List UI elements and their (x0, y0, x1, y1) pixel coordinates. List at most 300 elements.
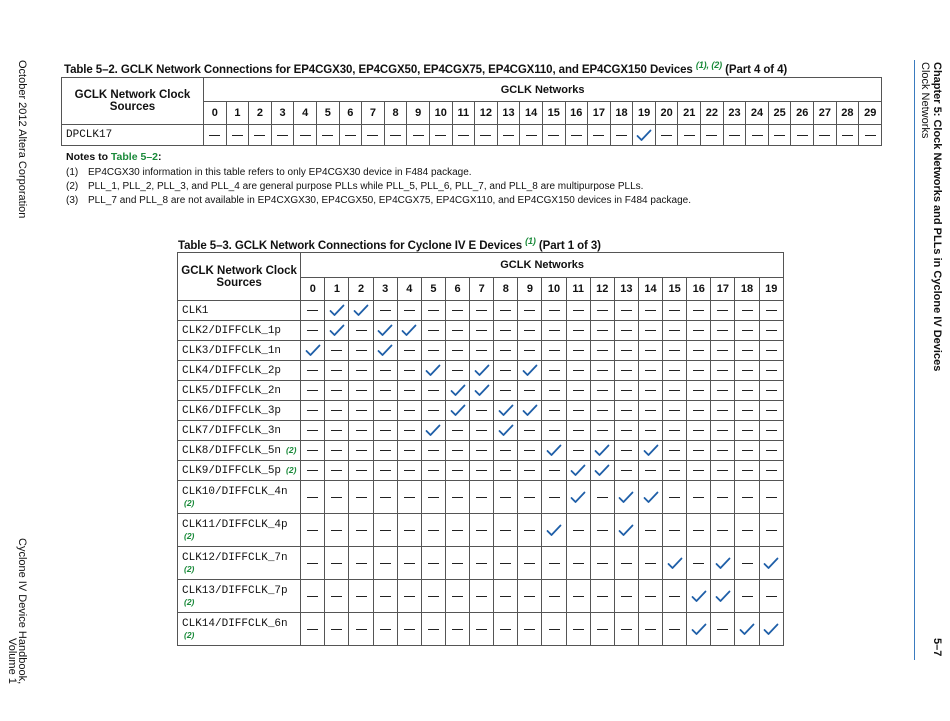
dash-cell (518, 481, 542, 514)
clock-source-cell (178, 421, 301, 441)
dash-cell (638, 301, 662, 321)
dash-cell (518, 514, 542, 547)
dash-icon (549, 310, 560, 311)
dash-icon (524, 470, 535, 471)
dash-icon (500, 390, 511, 391)
dash-icon (476, 530, 487, 531)
dash-cell (301, 441, 325, 461)
dash-cell (566, 441, 590, 461)
dash-cell (687, 461, 711, 481)
note-text: PLL_1, PLL_2, PLL_3, and PLL_4 are general purpose PLLs while PLL_5, PLL_6, PLL_7, and PLL_8 are multipurpose PLLs. (88, 181, 644, 192)
dash-icon (428, 530, 439, 531)
dash-cell (325, 461, 349, 481)
dash-icon (524, 629, 535, 630)
dash-icon (621, 563, 632, 564)
dash-cell (445, 580, 469, 613)
clock-source-cell (178, 514, 301, 547)
column-header-18: 18 (735, 278, 759, 301)
dash-cell (759, 514, 783, 547)
dash-icon (669, 497, 680, 498)
dash-cell (687, 421, 711, 441)
dash-icon (571, 135, 582, 136)
dash-icon (500, 370, 511, 371)
table-row (178, 321, 784, 341)
dash-icon (766, 497, 777, 498)
dash-icon (500, 563, 511, 564)
dash-cell (590, 361, 614, 381)
clock-source-cell (178, 481, 301, 514)
dash-icon (452, 563, 463, 564)
dash-cell (759, 341, 783, 361)
dash-icon (307, 596, 318, 597)
dash-cell (301, 613, 325, 646)
dash-cell (614, 461, 638, 481)
dash-icon (452, 596, 463, 597)
check-icon (711, 580, 735, 613)
dash-cell (397, 421, 421, 441)
dash-icon (766, 450, 777, 451)
dash-cell (349, 580, 373, 613)
dash-cell (349, 381, 373, 401)
dash-icon (331, 430, 342, 431)
clock-source-cell (178, 441, 301, 461)
dash-cell (678, 125, 701, 146)
footnote-ref[interactable]: (2) (184, 531, 195, 541)
dash-cell (759, 481, 783, 514)
column-header-7: 7 (362, 102, 385, 125)
dash-icon (367, 135, 378, 136)
column-header-10: 10 (542, 278, 566, 301)
dash-icon (428, 310, 439, 311)
dash-cell (711, 381, 735, 401)
dash-cell (494, 514, 518, 547)
dash-cell (687, 547, 711, 580)
dash-icon (307, 563, 318, 564)
dash-icon (693, 350, 704, 351)
dash-cell (349, 401, 373, 421)
table-row (178, 341, 784, 361)
check-icon (566, 461, 590, 481)
dash-icon (573, 629, 584, 630)
dash-cell (494, 321, 518, 341)
dash-icon (645, 350, 656, 351)
dash-icon (428, 629, 439, 630)
dash-cell (614, 421, 638, 441)
check-icon (759, 547, 783, 580)
dash-icon (404, 596, 415, 597)
dash-icon (524, 450, 535, 451)
dash-icon (693, 497, 704, 498)
dash-cell (518, 381, 542, 401)
dash-icon (717, 470, 728, 471)
table2-title-text: Table 5–3. GCLK Network Connections for Cyclone IV E Devices (178, 239, 522, 252)
dash-icon (500, 497, 511, 498)
dash-cell (711, 613, 735, 646)
table2-title-refs: (1) (525, 236, 536, 246)
dash-icon (452, 310, 463, 311)
dash-icon (356, 450, 367, 451)
dash-icon (742, 330, 753, 331)
check-icon (614, 514, 638, 547)
dash-icon (597, 430, 608, 431)
dash-icon (380, 596, 391, 597)
column-header-20: 20 (655, 102, 678, 125)
dash-cell (294, 125, 317, 146)
dash-cell (590, 301, 614, 321)
dash-icon (645, 390, 656, 391)
column-header-17: 17 (588, 102, 611, 125)
dash-cell (759, 461, 783, 481)
dash-cell (520, 125, 543, 146)
dash-cell (638, 547, 662, 580)
dash-icon (524, 563, 535, 564)
dash-cell (735, 421, 759, 441)
dash-cell (590, 481, 614, 514)
dash-icon (742, 350, 753, 351)
check-icon (759, 613, 783, 646)
clock-source-cell (178, 381, 301, 401)
dash-icon (356, 596, 367, 597)
dash-icon (549, 470, 560, 471)
dash-cell (735, 514, 759, 547)
dash-cell (663, 301, 687, 321)
dash-cell (663, 580, 687, 613)
dash-cell (566, 421, 590, 441)
dash-cell (566, 361, 590, 381)
footnote-ref[interactable]: (2) (286, 444, 297, 455)
dash-icon (356, 497, 367, 498)
check-icon (494, 401, 518, 421)
dash-icon (645, 563, 656, 564)
dash-cell (445, 547, 469, 580)
dash-icon (573, 530, 584, 531)
clock-source-name: CLK13/DIFFCLK_7p (182, 585, 288, 597)
check-icon (349, 301, 373, 321)
footnote-ref[interactable]: (2) (286, 464, 297, 475)
clock-source-name: CLK10/DIFFCLK_4n (182, 486, 288, 498)
dash-icon (693, 370, 704, 371)
clock-source-cell (178, 361, 301, 381)
clock-source-cell (62, 125, 204, 146)
dash-cell (542, 461, 566, 481)
check-icon (590, 441, 614, 461)
footnote-ref[interactable]: (2) (184, 597, 195, 607)
dash-cell (373, 421, 397, 441)
dash-icon (616, 135, 627, 136)
dash-cell (470, 401, 494, 421)
dash-cell (421, 341, 445, 361)
dash-icon (549, 563, 560, 564)
dash-icon (452, 530, 463, 531)
dash-cell (249, 125, 272, 146)
dash-icon (597, 629, 608, 630)
dash-cell (638, 461, 662, 481)
dash-cell (711, 361, 735, 381)
dash-icon (684, 135, 695, 136)
dash-cell (663, 461, 687, 481)
dash-icon (322, 135, 333, 136)
dash-icon (573, 330, 584, 331)
dash-cell (566, 401, 590, 421)
dash-cell (542, 580, 566, 613)
dash-icon (645, 410, 656, 411)
dash-icon (717, 390, 728, 391)
dash-icon (307, 370, 318, 371)
dash-icon (356, 330, 367, 331)
check-icon (518, 401, 542, 421)
dash-cell (470, 421, 494, 441)
date-publisher: October 2012 Altera Corporation (16, 60, 28, 219)
dash-cell (614, 301, 638, 321)
notes-table-link[interactable]: Table 5–2 (110, 151, 159, 163)
handbook-volume: Volume 1 (6, 638, 18, 684)
dash-icon (380, 310, 391, 311)
dash-icon (548, 135, 559, 136)
dash-icon (500, 310, 511, 311)
dash-icon (500, 470, 511, 471)
dash-cell (542, 361, 566, 381)
check-icon (445, 401, 469, 421)
dash-icon (452, 370, 463, 371)
dash-cell (663, 381, 687, 401)
column-header-8: 8 (384, 102, 407, 125)
dash-cell (316, 125, 339, 146)
dash-cell (397, 341, 421, 361)
table1-notes (66, 151, 691, 209)
dash-cell (542, 421, 566, 441)
dash-icon (524, 430, 535, 431)
dash-cell (397, 514, 421, 547)
dash-icon (717, 450, 728, 451)
dash-cell (349, 514, 373, 547)
column-header-17: 17 (711, 278, 735, 301)
footnote-ref[interactable]: (2) (184, 564, 195, 574)
dash-icon (693, 390, 704, 391)
dash-cell (421, 547, 445, 580)
check-icon (542, 514, 566, 547)
dash-icon (404, 470, 415, 471)
column-header-27: 27 (814, 102, 837, 125)
dash-cell (687, 514, 711, 547)
dash-cell (421, 381, 445, 401)
column-header-3: 3 (373, 278, 397, 301)
dash-cell (494, 301, 518, 321)
dash-icon (404, 563, 415, 564)
dash-cell (518, 613, 542, 646)
check-icon (638, 481, 662, 514)
dash-icon (331, 497, 342, 498)
dash-cell (445, 361, 469, 381)
dash-cell (638, 514, 662, 547)
dash-cell (711, 461, 735, 481)
dash-icon (621, 370, 632, 371)
dash-cell (566, 613, 590, 646)
dash-cell (542, 321, 566, 341)
note-number: (2) (66, 181, 79, 192)
dash-cell (542, 613, 566, 646)
dash-icon (742, 596, 753, 597)
dash-icon (717, 410, 728, 411)
dash-icon (209, 135, 220, 136)
dash-cell (759, 321, 783, 341)
left-margin (6, 60, 30, 685)
dash-icon (356, 563, 367, 564)
dash-cell (614, 341, 638, 361)
dash-icon (752, 135, 763, 136)
dash-icon (742, 390, 753, 391)
dash-cell (566, 341, 590, 361)
dash-cell (445, 301, 469, 321)
dash-icon (597, 596, 608, 597)
dash-icon (693, 450, 704, 451)
dash-icon (331, 530, 342, 531)
dash-cell (711, 441, 735, 461)
column-header-19: 19 (759, 278, 783, 301)
clock-source-cell (178, 341, 301, 361)
dash-icon (404, 390, 415, 391)
dash-icon (480, 135, 491, 136)
notes-header (66, 151, 691, 163)
column-header-16: 16 (687, 278, 711, 301)
dash-icon (717, 430, 728, 431)
table-row (178, 461, 784, 481)
dash-icon (573, 370, 584, 371)
check-icon (301, 341, 325, 361)
dash-cell (362, 125, 385, 146)
column-header-0: 0 (204, 102, 227, 125)
dash-cell (687, 401, 711, 421)
dash-icon (621, 330, 632, 331)
column-header-21: 21 (678, 102, 701, 125)
dash-cell (397, 361, 421, 381)
dash-cell (759, 301, 783, 321)
check-icon (638, 441, 662, 461)
dash-cell (518, 321, 542, 341)
column-header-12: 12 (475, 102, 498, 125)
footnote-ref[interactable]: (2) (184, 630, 195, 640)
dash-icon (573, 563, 584, 564)
dash-cell (663, 421, 687, 441)
dash-icon (428, 497, 439, 498)
dash-cell (735, 461, 759, 481)
dash-cell (590, 321, 614, 341)
check-icon (633, 125, 656, 146)
handbook-title: Cyclone IV Device Handbook, (16, 538, 28, 685)
column-header-12: 12 (590, 278, 614, 301)
check-icon (542, 441, 566, 461)
column-header-0: 0 (301, 278, 325, 301)
dash-cell (768, 125, 791, 146)
dash-cell (325, 421, 349, 441)
dash-icon (669, 310, 680, 311)
dash-icon (766, 470, 777, 471)
dash-icon (645, 430, 656, 431)
right-margin (900, 0, 950, 721)
dash-cell (638, 580, 662, 613)
dash-icon (661, 135, 672, 136)
dash-icon (380, 530, 391, 531)
dash-cell (590, 401, 614, 421)
check-icon (445, 381, 469, 401)
dash-icon (669, 430, 680, 431)
dash-icon (669, 390, 680, 391)
dash-cell (759, 401, 783, 421)
clock-source-cell (178, 580, 301, 613)
table-row (178, 421, 784, 441)
dash-icon (307, 390, 318, 391)
dash-cell (339, 125, 362, 146)
dash-cell (590, 514, 614, 547)
table1-title (64, 60, 787, 76)
column-header-4: 4 (397, 278, 421, 301)
footnote-ref[interactable]: (2) (184, 498, 195, 508)
dash-cell (373, 301, 397, 321)
column-header-5: 5 (421, 278, 445, 301)
dash-icon (766, 530, 777, 531)
dash-cell (497, 125, 520, 146)
dash-icon (356, 430, 367, 431)
check-icon (614, 481, 638, 514)
dash-cell (384, 125, 407, 146)
clock-source-cell (178, 547, 301, 580)
dash-icon (645, 370, 656, 371)
dash-cell (494, 461, 518, 481)
note-item (66, 181, 691, 192)
table-row (178, 361, 784, 381)
column-header-25: 25 (768, 102, 791, 125)
dash-icon (404, 370, 415, 371)
dash-icon (331, 350, 342, 351)
dash-cell (711, 401, 735, 421)
dash-cell (397, 381, 421, 401)
column-header-6: 6 (445, 278, 469, 301)
dash-icon (742, 530, 753, 531)
dash-icon (621, 390, 632, 391)
dash-icon (717, 370, 728, 371)
dash-icon (356, 530, 367, 531)
clock-source-name: CLK2/DIFFCLK_1p (182, 324, 282, 337)
clock-source-cell (178, 461, 301, 481)
dash-icon (503, 135, 514, 136)
column-header-7: 7 (470, 278, 494, 301)
notes-header-suffix: : (158, 151, 162, 163)
table-row (178, 381, 784, 401)
notes-header-prefix: Notes to (66, 151, 111, 163)
dash-cell (542, 401, 566, 421)
dash-cell (638, 321, 662, 341)
check-icon (518, 361, 542, 381)
check-icon (470, 381, 494, 401)
dash-icon (573, 596, 584, 597)
dash-icon (573, 410, 584, 411)
clock-source-name: CLK6/DIFFCLK_3p (182, 404, 282, 417)
note-item (66, 167, 691, 178)
column-header-8: 8 (494, 278, 518, 301)
dash-cell (397, 547, 421, 580)
column-header-16: 16 (565, 102, 588, 125)
dash-icon (331, 370, 342, 371)
table2-title-part: (Part 1 of 3) (538, 239, 601, 252)
dash-icon (597, 410, 608, 411)
dash-cell (373, 401, 397, 421)
dash-icon (573, 350, 584, 351)
table1-title-part: (Part 4 of 4) (725, 63, 788, 76)
dash-cell (638, 361, 662, 381)
dash-icon (717, 530, 728, 531)
table2-title (178, 236, 601, 252)
dash-cell (614, 441, 638, 461)
dash-icon (597, 330, 608, 331)
